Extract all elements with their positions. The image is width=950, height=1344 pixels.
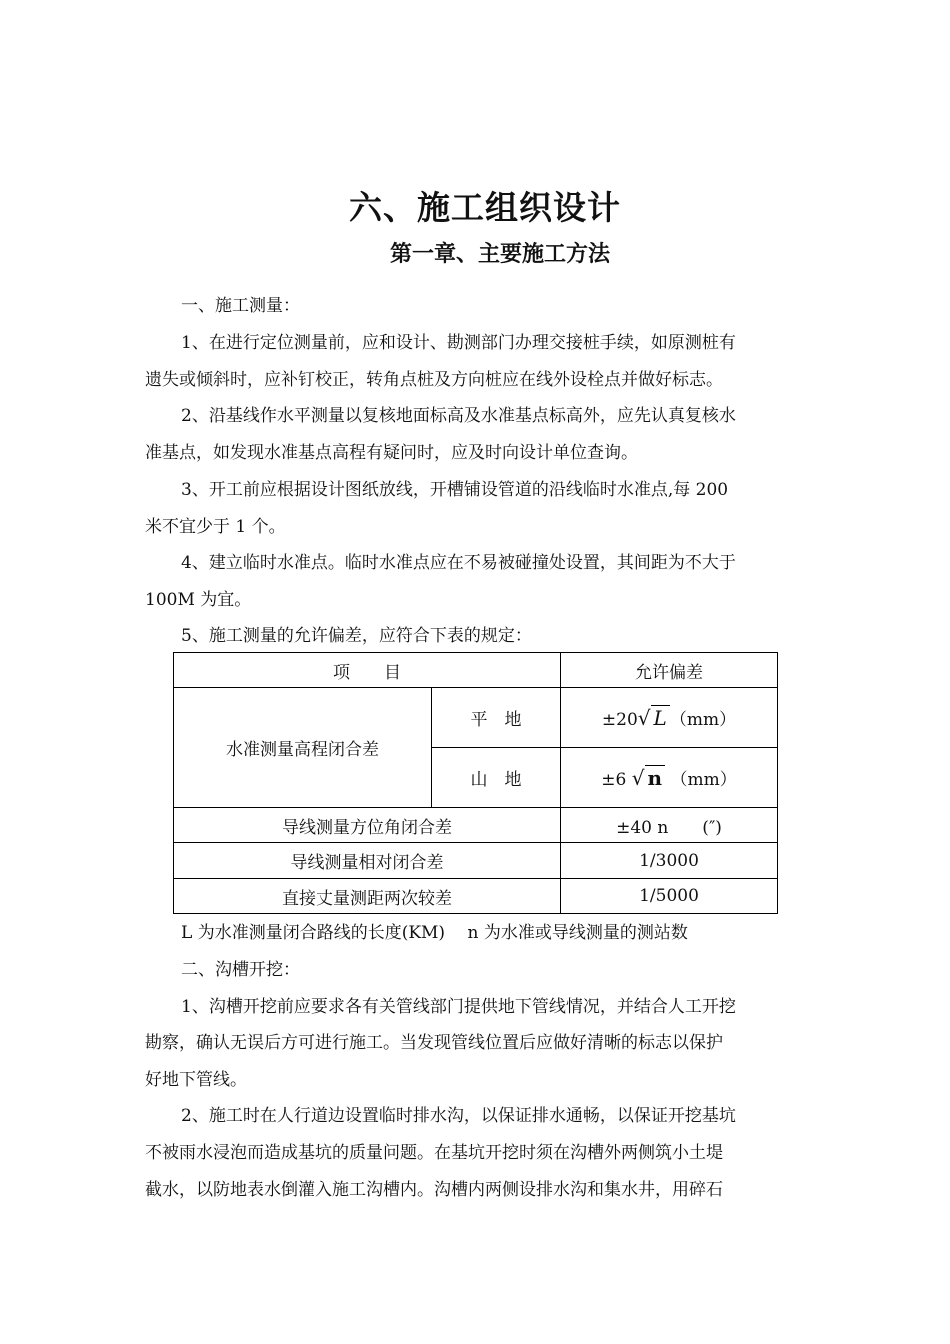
paragraph-line: 勘察，确认无误后方可进行施工。当发现管线位置后应做好清晰的标志以保护: [145, 1033, 723, 1053]
document-title: 六、施工组织设计: [349, 188, 621, 227]
paragraph-line: 100M 为宜。: [145, 590, 252, 610]
table-cell-mountain-value: [561, 748, 778, 808]
table-cell-taping-label: 直接丈量测距两次较差: [174, 879, 561, 914]
table-cell-taping-value: 1/5000: [561, 879, 778, 914]
table-cell-relative-value: 1/3000: [561, 843, 778, 879]
unit: （mm）: [670, 770, 737, 790]
table-cell-azimuth-value: ±40 n (″): [561, 808, 778, 843]
paragraph-line: 截水，以防地表水倒灌入施工沟槽内。沟槽内两侧设排水沟和集水井，用碎石: [145, 1180, 723, 1200]
unit: （mm）: [669, 710, 737, 730]
paragraph-line: 2、施工时在人行道边设置临时排水沟，以保证排水通畅，以保证开挖基坑: [181, 1106, 736, 1126]
paragraph-line: 遗失或倾斜时，应补钉校正，转角点桩及方向桩应在线外设栓点并做好标志。: [145, 370, 723, 390]
paragraph-line: 4、建立临时水准点。临时水准点应在不易被碰撞处设置，其间距为不大于: [181, 553, 736, 573]
paragraph-line: 米不宜少于 1 个。: [145, 517, 286, 537]
section-heading-survey: 一、施工测量：: [181, 296, 300, 316]
chapter-title: 第一章、主要施工方法: [389, 241, 610, 267]
paragraph-line: 3、开工前应根据设计图纸放线，开槽铺设管道的沿线临时水准点,每 200: [181, 480, 729, 500]
sqrt-symbol: √ n: [632, 766, 665, 790]
value-prefix: ±20: [601, 710, 638, 730]
table-cell-flat: 平 地: [432, 688, 561, 748]
paragraph-line: 准基点，如发现水准基点高程有疑问时，应及时向设计单位查询。: [145, 443, 638, 463]
paragraph-line: 5、施工测量的允许偏差，应符合下表的规定：: [181, 626, 532, 646]
radicand: L: [651, 705, 670, 730]
table-cell-leveling-label: 水准测量高程闭合差: [174, 688, 432, 808]
paragraph-line: 1、沟槽开挖前应要求各有关管线部门提供地下管线情况，并结合人工开挖: [181, 997, 736, 1017]
paragraph-line: 不被雨水浸泡而造成基坑的质量问题。在基坑开挖时须在沟槽外两侧筑小土堤: [145, 1143, 723, 1163]
section-heading-trench: 二、沟槽开挖：: [181, 960, 300, 980]
paragraph-line: 2、沿基线作水平测量以复核地面标高及水准基点标高外，应先认真复核水: [181, 406, 736, 426]
table-cell-azimuth-label: 导线测量方位角闭合差: [174, 808, 561, 843]
table-cell-flat-value: [561, 688, 778, 748]
table-cell-relative-label: 导线测量相对闭合差: [174, 843, 561, 879]
table-cell-mountain: 山 地: [432, 748, 561, 808]
paragraph-line: 1、在进行定位测量前，应和设计、勘测部门办理交接桩手续，如原测桩有: [181, 333, 736, 353]
tolerance-table: [173, 652, 778, 914]
value-prefix: ±6: [601, 770, 632, 790]
sqrt-symbol: √ L: [638, 706, 670, 730]
table-header-tolerance: 允许偏差: [561, 653, 778, 688]
paragraph-line: 好地下管线。: [145, 1070, 247, 1090]
table-header-item: 项 目: [174, 653, 561, 688]
table-note: L 为水准测量闭合路线的长度(KM) n 为水准或导线测量的测站数: [181, 923, 688, 943]
radicand: n: [645, 765, 666, 790]
